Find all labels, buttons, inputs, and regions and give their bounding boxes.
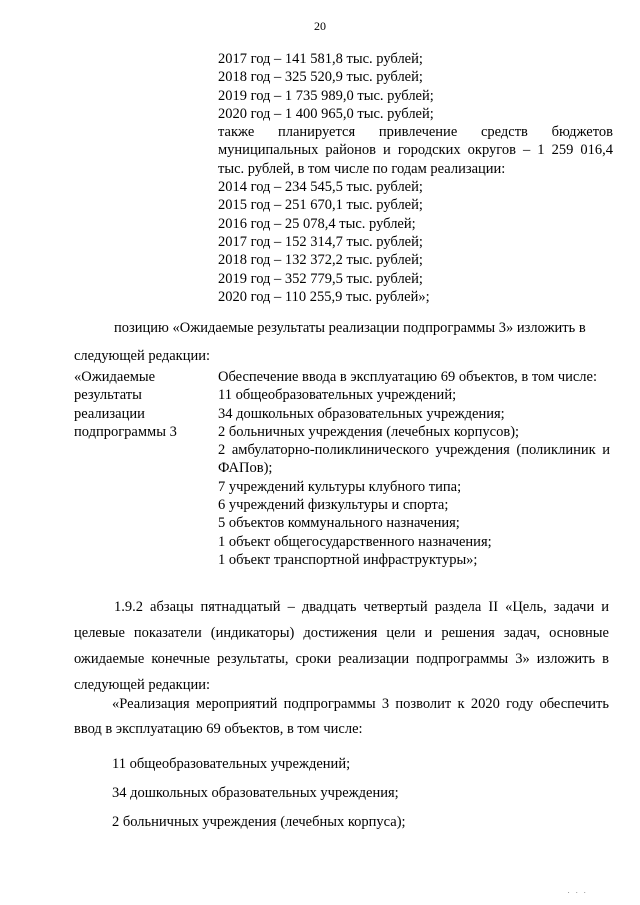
funding-line: 2017 год – 141 581,8 тыс. рублей;: [218, 51, 423, 67]
table-left-cell: [74, 368, 194, 441]
quote-item: 34 дошкольных образовательных учреждения;: [112, 785, 399, 801]
table-right-item: 5 объектов коммунального назначения;: [218, 515, 460, 532]
position-paragraph: позицию «Ожидаемые результаты реализации подпрограммы 3» изложить в следующей редакции:: [74, 320, 586, 364]
table-left-line: результаты: [74, 387, 142, 404]
funding-line: 2017 год – 152 314,7 тыс. рублей;: [218, 233, 423, 250]
funding-line: 2016 год – 25 078,4 тыс. рублей;: [218, 215, 416, 232]
funding-line: 2015 год – 251 670,1 тыс. рублей;: [218, 197, 423, 214]
table-right-item: 2 больничных учреждения (лечебных корпусов);: [218, 423, 520, 440]
funding-line: 2018 год – 325 520,9 тыс. рублей;: [218, 69, 423, 86]
quote-item: 2 больничных учреждения (лечебных корпуса);: [112, 814, 406, 830]
quote-items: [112, 750, 592, 837]
table-right-item: 34 дошкольных образовательных учреждения;: [218, 405, 505, 422]
scan-mark: · · ·: [567, 889, 588, 897]
section-paragraph: 1.9.2 абзацы пятнадцатый – двадцать четвертый раздела II «Цель, задачи и целевые показатели (индикаторы) достижения цели и решения задач, основные ожидаемые конечные результаты, сроки реализации подпрограммы 3» изложить в следующей редакции:: [74, 599, 609, 693]
table-right-item: 1 объект транспортной инфраструктуры»;: [218, 551, 478, 568]
table-right-item: 6 учреждений физкультуры и спорта;: [218, 497, 449, 514]
table-right-item: 2 амбулаторно-поликлинического учреждения (поликлиник и ФАПов);: [218, 442, 610, 477]
funding-line: 2014 год – 234 545,5 тыс. рублей;: [218, 179, 423, 196]
table-right-item: 11 общеобразовательных учреждений;: [218, 387, 457, 404]
municipal-funding-text: также планируется привлечение средств бюджетов муниципальных районов и городских округов – 1 259 016,4 тыс. рублей, в том числе по годам реализации:: [218, 124, 613, 177]
table-right-item: 1 объект общегосударственного назначения;: [218, 533, 492, 550]
table-right-cell: [218, 368, 610, 569]
funding-line: 2018 год – 132 372,2 тыс. рублей;: [218, 252, 423, 269]
table-right-item: 7 учреждений культуры клубного типа;: [218, 478, 462, 495]
funding-block: [218, 50, 613, 306]
table-left-line: «Ожидаемые: [74, 369, 156, 385]
funding-line: 2019 год – 1 735 989,0 тыс. рублей;: [218, 87, 434, 104]
table-right-intro: Обеспечение ввода в эксплуатацию 69 объектов, в том числе:: [218, 369, 598, 385]
funding-line: 2019 год – 352 779,5 тыс. рублей;: [218, 270, 423, 287]
funding-line: 2020 год – 110 255,9 тыс. рублей»;: [218, 288, 430, 305]
quote-item: 11 общеобразовательных учреждений;: [112, 756, 351, 772]
table-left-line: подпрограммы 3: [74, 423, 177, 440]
quote-paragraph: «Реализация мероприятий подпрограммы 3 позволит к 2020 году обеспечить ввод в эксплуатацию 69 объектов, в том числе:: [74, 696, 609, 737]
page-number: 20: [314, 19, 326, 33]
quote-block: [74, 692, 609, 742]
funding-line: 2020 год – 1 400 965,0 тыс. рублей;: [218, 105, 434, 122]
table-left-line: реализации: [74, 405, 145, 422]
